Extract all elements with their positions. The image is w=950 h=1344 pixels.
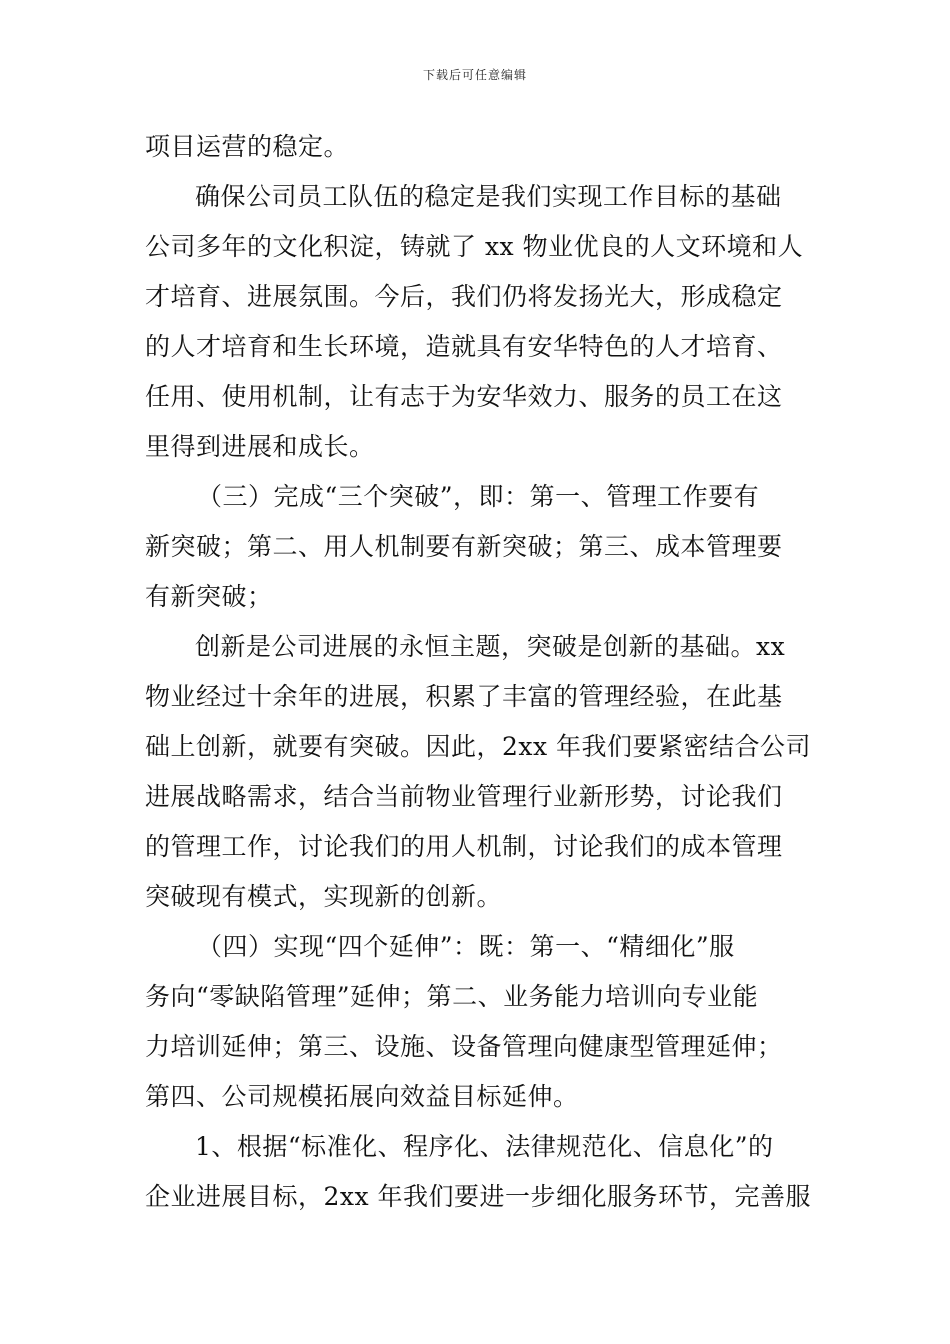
- section-heading-four: （四）实现“四个延伸”：既：第一、“精细化”服: [197, 932, 735, 961]
- text-line: 企业进展目标，2xx 年我们要进一步细化服务环节，完善服: [145, 1182, 812, 1211]
- text-line: 项目运营的稳定。: [145, 132, 350, 161]
- text-line: 础上创新，就要有突破。因此，2xx 年我们要紧密结合公司: [145, 732, 812, 761]
- text-line: 物业经过十余年的进展，积累了丰富的管理经验，在此基: [145, 682, 783, 711]
- page-header-note: 下载后可任意编辑: [422, 68, 527, 82]
- text-line: 公司多年的文化积淀，铸就了 xx 物业优良的人文环境和人: [145, 232, 804, 261]
- text-line: 任用、使用机制，让有志于为安华效力、服务的员工在这: [145, 382, 783, 411]
- text-line: 第四、公司规模拓展向效益目标延伸。: [145, 1082, 579, 1111]
- text-line: 的人才培育和生长环境，造就具有安华特色的人才培育、: [145, 332, 783, 361]
- text-line: 进展战略需求，结合当前物业管理行业新形势，讨论我们: [145, 782, 783, 811]
- document-body: [145, 128, 815, 1228]
- text-line: 务向“零缺陷管理”延伸；第二、业务能力培训向专业能: [145, 982, 759, 1011]
- numbered-item-1: 1、根据“标准化、程序化、法律规范化、信息化”的: [195, 1132, 774, 1161]
- text-line: 创新是公司进展的永恒主题，突破是创新的基础。xx: [195, 632, 786, 661]
- text-line: 新突破；第二、用人机制要有新突破；第三、成本管理要: [145, 532, 783, 561]
- text-line: 力培训延伸；第三、设施、设备管理向健康型管理延伸；: [145, 1032, 783, 1061]
- text-line: 突破现有模式，实现新的创新。: [145, 882, 503, 911]
- text-line: 的管理工作，讨论我们的用人机制，讨论我们的成本管理: [145, 832, 783, 861]
- text-line: 才培育、进展氛围。今后，我们仍将发扬光大，形成稳定: [145, 282, 783, 311]
- section-heading-three: （三）完成“三个突破”，即：第一、管理工作要有: [197, 482, 760, 511]
- text-line: 确保公司员工队伍的稳定是我们实现工作目标的基础: [195, 182, 782, 211]
- text-line: 有新突破；: [145, 582, 273, 611]
- text-line: 里得到进展和成长。: [145, 432, 375, 461]
